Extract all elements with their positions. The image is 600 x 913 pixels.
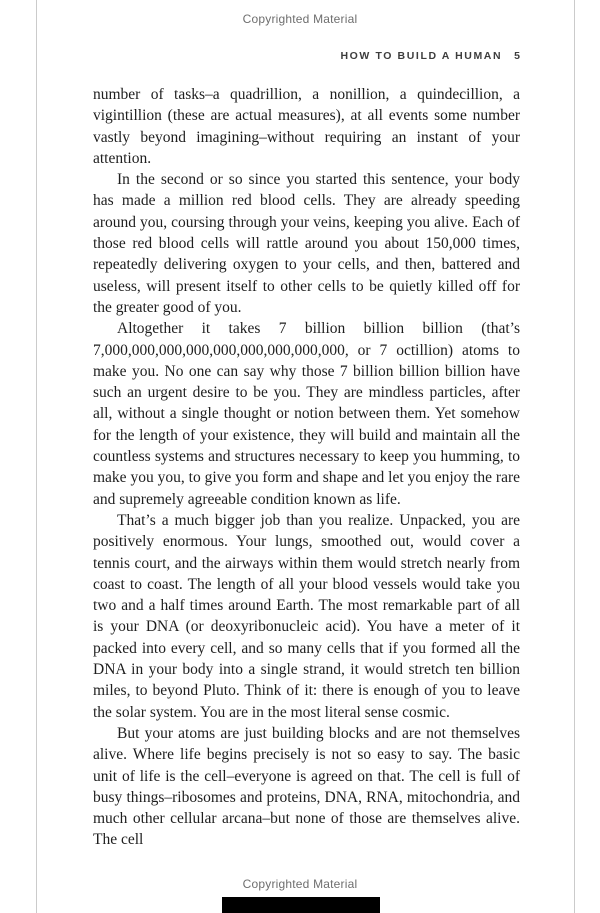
page-edge-left — [36, 0, 37, 913]
copyright-notice-top: Copyrighted Material — [242, 12, 358, 26]
scan-artifact-bar — [222, 897, 380, 913]
copyright-notice-bottom: Copyrighted Material — [242, 877, 358, 891]
paragraph: That’s a much bigger job than you realize. Unpacked, you are positively enormous. Your lungs, smoothed out, would cover a tennis court, and the airways within them would stretch nearly from coast to coast. The length of all your blood vessels would take you two and a half times around Earth. The most remarkable part of all is your DNA (or deoxyribonucleic acid). You have a meter of it packed into every cell, and so many cells that if you formed all the DNA in your body into a single strand, it would stretch ten billion miles, to beyond Pluto. Think of it: there is enough of you to leave the solar system. You are in the most literal sense cosmic. — [93, 511, 520, 721]
page-edge-right — [574, 0, 575, 913]
paragraph: Altogether it takes 7 billion billion billion (that’s 7,000,000,000,000,000,000,000,000,000, or 7 octillion) atoms to make you. No one can say why those 7 billion billion billion have such an urgent desire to be you. They are mindless particles, after all, without a single thought or notion between them. Yet somehow for the length of your existence, they will build and maintain all the countless systems and structures necessary to keep you humming, to make you you, to give you form and shape and let you enjoy the rare and supremely agreeable condition known as life. — [93, 320, 520, 508]
page-body — [93, 84, 520, 851]
running-header — [93, 50, 520, 62]
paragraph: number of tasks–a quadrillion, a nonillion, a quindecillion, a vigintillion (these are actual measures), at all events some number vastly beyond imagining–without requiring an instant of your attention. — [93, 86, 520, 167]
paragraph: In the second or so since you started this sentence, your body has made a million red blood cells. They are already speeding around you, coursing through your veins, keeping you alive. Each of those red blood cells will rattle around you about 150,000 times, repeatedly delivering oxygen to your cells, and then, battered and useless, will present itself to other cells to be quietly killed off for the greater good of you. — [93, 171, 520, 316]
chapter-title: HOW TO BUILD A HUMAN — [340, 50, 503, 62]
paragraph: But your atoms are just building blocks and are not themselves alive. Where life begins precisely is not so easy to say. The basic unit of life is the cell–everyone is agreed on that. The cell is full of busy things–ribosomes and proteins, DNA, RNA, mitochondria, and much other cellular arcana–but none of those are themselves alive. The cell — [93, 724, 520, 849]
page-number: 5 — [514, 50, 520, 62]
